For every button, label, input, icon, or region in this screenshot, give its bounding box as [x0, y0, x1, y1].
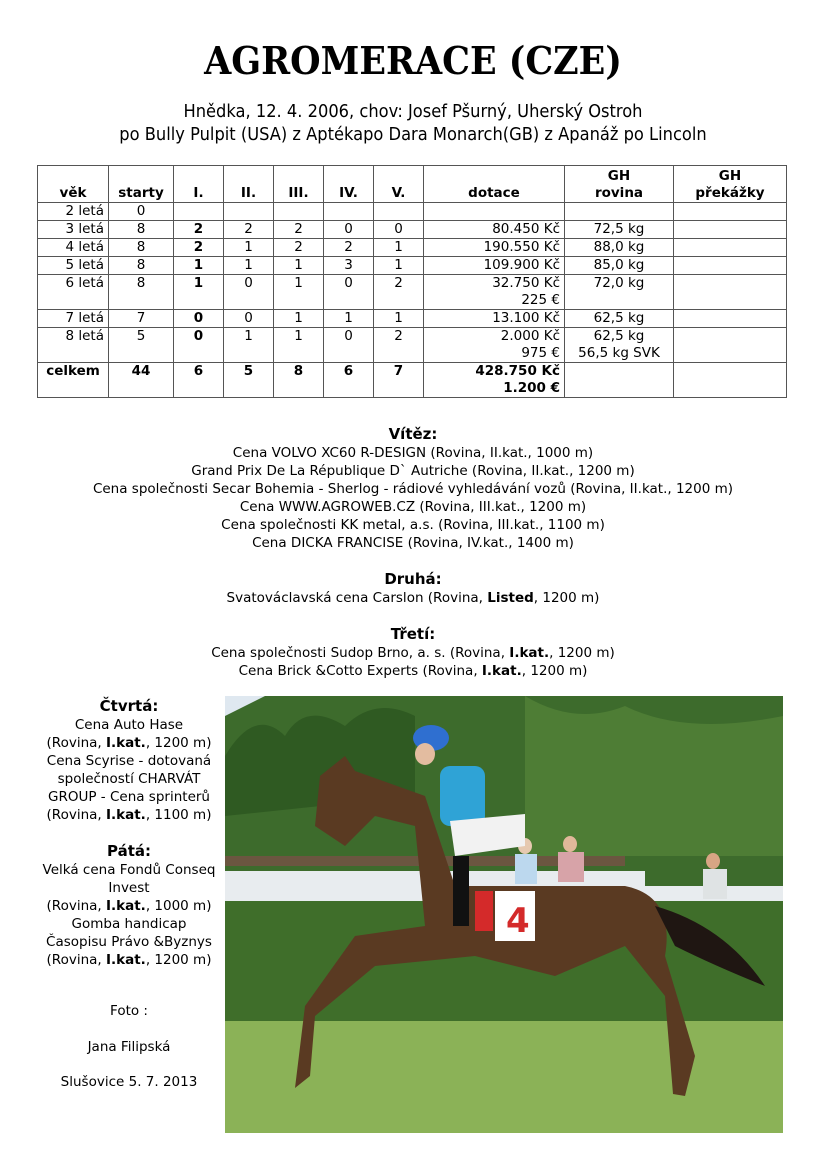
table-row — [38, 257, 787, 275]
placing-cell: 2 — [274, 239, 324, 257]
table-row — [38, 221, 787, 239]
money-cell — [424, 203, 565, 221]
age-cell: 8 letá — [38, 328, 109, 363]
starts-cell: 8 — [109, 221, 174, 239]
second-heading: Druhá: — [384, 570, 442, 588]
money-czk: 2.000 Kč — [500, 328, 560, 344]
money-cell — [424, 239, 565, 257]
gh-flat-cell — [565, 203, 674, 221]
empty-cell — [565, 363, 674, 398]
placing-cell: 0 — [374, 221, 424, 239]
col-starts: starty — [109, 166, 174, 203]
placing-cell: 0 — [224, 275, 274, 310]
money-czk: 109.900 Kč — [483, 257, 560, 273]
placing-cell — [274, 203, 324, 221]
horse-details-line: Hnědka, 12. 4. 2006, chov: Josef Pšurný, Uherský Ostroh — [183, 102, 643, 122]
jockey-boot — [453, 856, 469, 926]
race-line: (Rovina, I.kat., 1200 m) — [46, 952, 212, 968]
placing-cell: 2 — [274, 221, 324, 239]
third-place-section — [0, 624, 826, 680]
money-eur: 225 € — [521, 292, 560, 308]
money-cell — [424, 310, 565, 328]
race-line: (Rovina, I.kat., 1000 m) — [46, 898, 212, 914]
career-stats-table — [37, 165, 787, 398]
placing-cell: 2 — [224, 221, 274, 239]
fourth-heading: Čtvrtá: — [99, 697, 159, 715]
winner-heading: Vítěz: — [388, 425, 438, 443]
money-cell — [424, 328, 565, 363]
placing-cell: 2 — [324, 239, 374, 257]
placing-cell — [224, 203, 274, 221]
col-fifth: V. — [374, 166, 424, 203]
placing-cell: 1 — [174, 275, 224, 310]
col-first: I. — [174, 166, 224, 203]
money-cell — [424, 275, 565, 310]
starts-cell: 7 — [109, 310, 174, 328]
gh-flat-cell: 72,5 kg — [565, 221, 674, 239]
gh-flat-cell: 62,5 kg 56,5 kg SVK — [565, 328, 674, 363]
placing-cell: 1 — [274, 328, 324, 363]
gh-jump-cell — [674, 275, 787, 310]
placing-cell: 0 — [224, 310, 274, 328]
age-cell: 7 letá — [38, 310, 109, 328]
race-line: Gomba handicap — [71, 916, 187, 932]
race-line: (Rovina, I.kat., 1100 m) — [46, 807, 212, 823]
gh-flat-cell: 88,0 kg — [565, 239, 674, 257]
placing-cell: 1 — [224, 257, 274, 275]
placing-cell: 1 — [324, 310, 374, 328]
starts-cell: 8 — [109, 257, 174, 275]
race-item: Cena Brick &Cotto Experts (Rovina, I.kat., 1200 m) — [238, 663, 588, 679]
starts-cell: 5 — [109, 328, 174, 363]
table-row — [38, 239, 787, 257]
race-item: Cena společnosti KK metal, a.s. (Rovina, III.kat., 1100 m) — [221, 517, 605, 533]
race-item: Cena společnosti Secar Bohemia - Sherlog - rádiové vyhledávání vozů (Rovina, II.kat., 1200 m) — [92, 481, 734, 497]
winner-section — [0, 424, 826, 552]
photo-credit-place-date: Slušovice 5. 7. 2013 — [60, 1074, 198, 1090]
money-cell — [424, 221, 565, 239]
gh-flat-cell: 85,0 kg — [565, 257, 674, 275]
money-eur: 975 € — [521, 345, 560, 361]
placing-cell: 2 — [374, 328, 424, 363]
gh-jump-cell — [674, 221, 787, 239]
col-fourth: IV. — [324, 166, 374, 203]
starts-cell: 8 — [109, 275, 174, 310]
placing-cell: 1 — [224, 239, 274, 257]
placing-cell: 1 — [174, 257, 224, 275]
total-cell: 44 — [109, 363, 174, 398]
placing-cell: 0 — [324, 328, 374, 363]
fifth-place-section — [37, 842, 221, 969]
photo-credit-label: Foto : — [110, 1003, 148, 1019]
total-cell: 7 — [374, 363, 424, 398]
gh-jump-cell — [674, 203, 787, 221]
table-row — [38, 328, 787, 363]
race-item: Cena společnosti Sudop Brno, a. s. (Rovina, I.kat., 1200 m) — [211, 645, 615, 661]
horse-name-title: AGROMERACE (CZE) — [204, 38, 622, 83]
col-money: dotace — [424, 166, 565, 203]
horse-photo-illustration — [225, 696, 783, 1133]
placing-cell: 0 — [324, 221, 374, 239]
placing-cell: 1 — [374, 257, 424, 275]
race-line: (Rovina, I.kat., 1200 m) — [46, 735, 212, 751]
gh-flat-cell: 72,0 kg — [565, 275, 674, 310]
placing-cell: 1 — [274, 310, 324, 328]
col-gh-jump: GH překážky — [674, 166, 787, 203]
table-row — [38, 203, 787, 221]
race-item: Cena DICKA FRANCISE (Rovina, IV.kat., 1400 m) — [252, 535, 574, 551]
race-item: Cena WWW.AGROWEB.CZ (Rovina, III.kat., 1200 m) — [239, 499, 587, 515]
gh-jump-cell — [674, 257, 787, 275]
starts-cell: 0 — [109, 203, 174, 221]
placing-cell — [374, 203, 424, 221]
placing-cell: 2 — [174, 221, 224, 239]
table-row — [38, 275, 787, 310]
money-cell — [424, 257, 565, 275]
placing-cell: 0 — [174, 310, 224, 328]
starts-cell: 8 — [109, 239, 174, 257]
race-line: Velká cena Fondů Conseq — [42, 862, 216, 878]
money-czk: 13.100 Kč — [492, 310, 560, 326]
money-czk: 80.450 Kč — [492, 221, 560, 237]
empty-cell — [674, 363, 787, 398]
placing-cell: 2 — [174, 239, 224, 257]
age-cell: 6 letá — [38, 275, 109, 310]
table-row — [38, 310, 787, 328]
fifth-heading: Pátá: — [106, 842, 151, 860]
placing-cell: 1 — [374, 310, 424, 328]
gh-jump-cell — [674, 310, 787, 328]
placing-cell: 1 — [374, 239, 424, 257]
placing-cell: 0 — [324, 275, 374, 310]
race-item: Cena VOLVO XC60 R-DESIGN (Rovina, II.kat., 1000 m) — [232, 445, 594, 461]
total-cell: 5 — [224, 363, 274, 398]
age-cell: 5 letá — [38, 257, 109, 275]
placing-cell: 0 — [174, 328, 224, 363]
total-money-cell: 428.750 Kč 1.200 € — [424, 363, 565, 398]
col-second: II. — [224, 166, 274, 203]
photo-credit-author: Jana Filipská — [87, 1039, 171, 1055]
placing-cell — [324, 203, 374, 221]
total-cell: 8 — [274, 363, 324, 398]
total-cell: 6 — [174, 363, 224, 398]
table-total-row — [38, 363, 787, 398]
race-horse-photo — [225, 696, 783, 1133]
money-czk: 190.550 Kč — [483, 239, 560, 255]
col-age: věk — [38, 166, 109, 203]
race-item: Svatováclavská cena Carslon (Rovina, Listed, 1200 m) — [226, 590, 600, 606]
total-cell: 6 — [324, 363, 374, 398]
race-line: Cena Auto Hase — [74, 717, 184, 733]
age-cell: 2 letá — [38, 203, 109, 221]
gh-flat-cell: 62,5 kg — [565, 310, 674, 328]
race-line: společností CHARVÁT — [57, 771, 201, 787]
placing-cell: 2 — [374, 275, 424, 310]
table-header-row — [38, 166, 787, 203]
race-line: Invest — [108, 880, 150, 896]
money-czk: 32.750 Kč — [492, 275, 560, 291]
gh-jump-cell — [674, 239, 787, 257]
total-label: celkem — [38, 363, 109, 398]
placing-cell: 1 — [224, 328, 274, 363]
race-line: Časopisu Právo &Byznys — [46, 934, 212, 950]
placing-cell: 1 — [274, 257, 324, 275]
placing-cell: 1 — [274, 275, 324, 310]
race-line: GROUP - Cena sprinterů — [48, 789, 210, 805]
placing-cell: 3 — [324, 257, 374, 275]
saddlecloth-number: 4 — [506, 901, 530, 941]
race-item: Grand Prix De La République D` Autriche (Rovina, II.kat., 1200 m) — [191, 463, 635, 479]
col-gh-flat: GH rovina — [565, 166, 674, 203]
pedigree-line: po Bully Pulpit (USA) z Aptékapo Dara Monarch(GB) z Apanáž po Lincoln — [119, 125, 707, 145]
race-line: Cena Scyrise - dotovaná — [46, 753, 212, 769]
gh-jump-cell — [674, 328, 787, 363]
second-place-section — [0, 569, 826, 607]
third-heading: Třetí: — [390, 625, 436, 643]
age-cell: 3 letá — [38, 221, 109, 239]
age-cell: 4 letá — [38, 239, 109, 257]
placing-cell — [174, 203, 224, 221]
col-third: III. — [274, 166, 324, 203]
fourth-place-section — [37, 697, 221, 824]
jockey-silks — [440, 766, 485, 826]
